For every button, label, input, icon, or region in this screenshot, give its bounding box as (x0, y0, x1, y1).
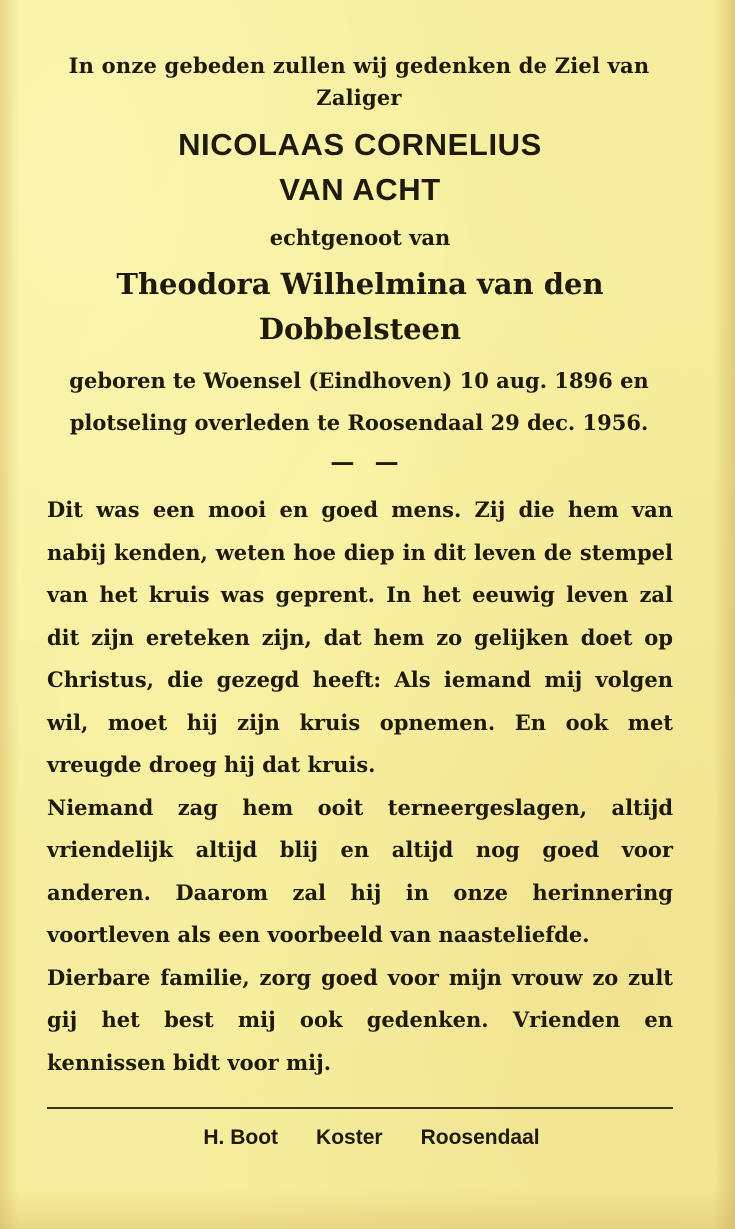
printer-place: Roosendaal (420, 1126, 540, 1149)
paper-edge-bottom (0, 1189, 735, 1229)
paragraph: Niemand zag hem ooit terneergeslagen, altijd vriendelijk altijd blij en altijd nog goed voor anderen. Daarom zal hij in onze herinnering voortleven als een voorbeeld van naasteliefde. (47, 794, 673, 947)
section-divider: — — (330, 447, 405, 476)
spouse-name-line2: Dobbelsteen (258, 312, 462, 346)
spouse-label: echtgenoot van (269, 225, 451, 250)
paper-edge-left (0, 0, 18, 1229)
paragraph: Dierbare familie, zorg goed voor mijn vrouw zo zult gij het best mij ook gedenken. Vrienden en kennissen bidt voor mij. (47, 964, 673, 1075)
deceased-name-line2: VAN ACHT (279, 172, 441, 207)
spouse-name-line1: Theodora Wilhelmina van den (116, 267, 604, 301)
printer-line (0, 1118, 735, 1158)
printer-name: H. Boot (203, 1126, 279, 1149)
deceased-name-line1: NICOLAAS CORNELIUS (178, 127, 542, 162)
footer-rule (47, 1107, 673, 1109)
printer-role: Koster (316, 1126, 383, 1149)
paragraph: Dit was een mooi en goed mens. Zij die hem van nabij kenden, weten hoe diep in dit leven de stempel van het kruis was geprent. In het eeuwig leven zal dit zijn ereteken zijn, dat hem zo gelijken doet op Christus, die gezegd heeft: Als iemand mij volgen wil, moet hij zijn kruis opnemen. En ook met vreugde droeg hij dat kruis. (47, 497, 673, 777)
intro-line: In onze gebeden zullen wij gedenken de Ziel van Zaliger (68, 53, 650, 110)
birth-death-dates: geboren te Woensel (Eindhoven) 10 aug. 1896 en plotseling overleden te Roosendaal 29 dec. 1956. (69, 368, 649, 435)
paper-edge-right (713, 0, 735, 1229)
memorial-text (47, 489, 673, 1084)
spouse-name (60, 262, 660, 352)
deceased-name (60, 122, 660, 212)
